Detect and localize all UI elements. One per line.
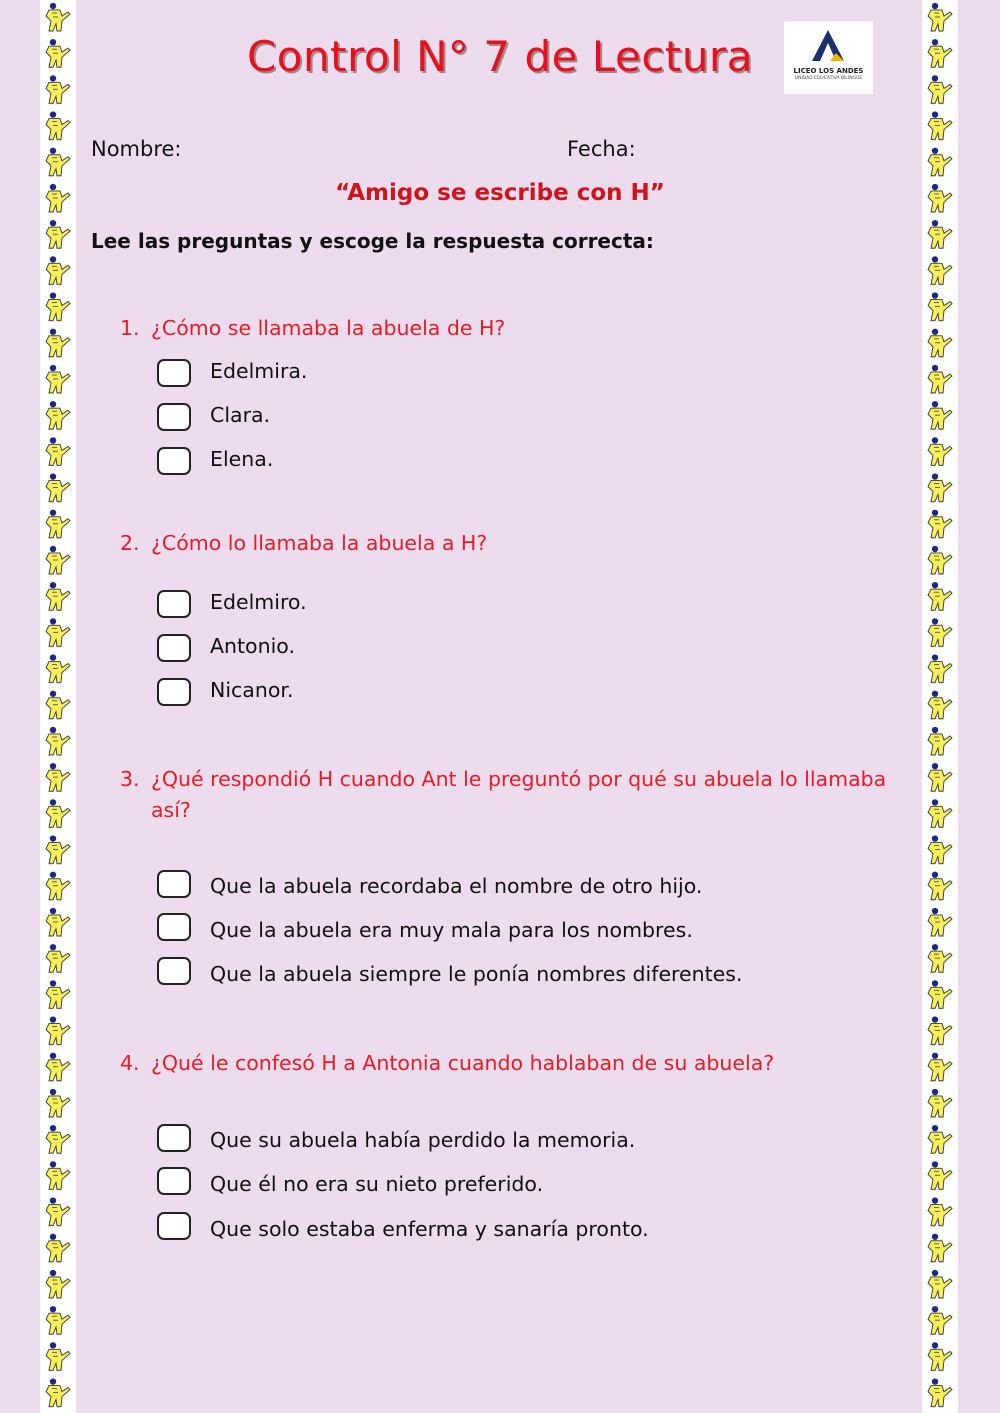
question-number: 2. [120,531,140,555]
answer-checkbox[interactable] [157,870,191,898]
answer-checkbox[interactable] [157,913,191,941]
logo-name: LICEO LOS ANDES [793,67,864,75]
option-text: Que la abuela recordaba el nombre de otro hijo. [210,874,703,898]
answer-checkbox[interactable] [157,1167,191,1195]
option-text: Clara. [210,403,271,427]
question-number: 1. [120,316,140,340]
logo-subtitle: UNIDAD EDUCATIVA BILINGÜE [794,76,863,81]
decorative-border-left [40,0,76,1413]
question-number: 4. [120,1051,140,1075]
option-text: Que la abuela era muy mala para los nombres. [210,918,693,942]
option-text: Que la abuela siempre le ponía nombres diferentes. [210,962,743,986]
answer-checkbox[interactable] [157,1124,191,1152]
name-label: Nombre: [91,137,182,161]
instruction: Lee las preguntas y escoge la respuesta correcta: [91,229,654,253]
question-number: 3. [120,767,140,791]
question-3 [120,764,905,826]
option-text: Que su abuela había perdido la memoria. [210,1128,636,1152]
option-text: Que él no era su nieto preferido. [210,1172,544,1196]
school-logo [784,21,873,94]
option-text: Elena. [210,447,274,471]
decorative-border-right [922,0,958,1413]
answer-checkbox[interactable] [157,447,191,475]
option-text: Antonio. [210,634,295,658]
question-1 [120,313,905,344]
option-text: Nicanor. [210,678,294,702]
date-label: Fecha: [567,137,636,161]
answer-checkbox[interactable] [157,1212,191,1240]
option-text: Edelmira. [210,359,308,383]
question-text: ¿Qué le confesó H a Antonia cuando hablaban de su abuela? [151,1051,775,1075]
answer-checkbox[interactable] [157,403,191,431]
answer-checkbox[interactable] [157,590,191,618]
question-2 [120,528,905,559]
option-text: Que solo estaba enferma y sanaría pronto. [210,1217,649,1241]
question-text: ¿Cómo se llamaba la abuela de H? [151,316,506,340]
border-figures-icon [40,0,76,1413]
page-title: Control N° 7 de Lectura [246,32,754,81]
question-text: ¿Qué respondió H cuando Ant le preguntó por qué su abuela lo llamaba así? [151,767,887,822]
answer-checkbox[interactable] [157,634,191,662]
question-text: ¿Cómo lo llamaba la abuela a H? [151,531,488,555]
answer-checkbox[interactable] [157,957,191,985]
answer-checkbox[interactable] [157,678,191,706]
story-title: “Amigo se escribe con H” [335,180,665,206]
question-4 [120,1048,905,1079]
border-figures-icon [922,0,958,1413]
answer-checkbox[interactable] [157,359,191,387]
logo-mountain-icon [784,21,873,67]
option-text: Edelmiro. [210,590,307,614]
